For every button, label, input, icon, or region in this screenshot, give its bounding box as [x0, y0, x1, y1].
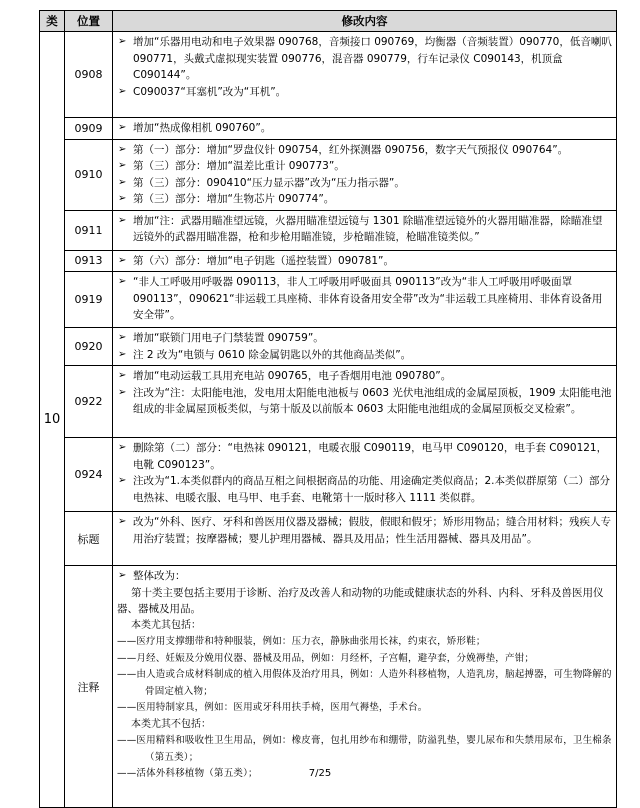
table-row	[40, 328, 617, 366]
position-cell: 0920	[65, 328, 113, 366]
table-row	[40, 512, 617, 566]
content-cell	[113, 250, 617, 272]
note-include-item: ——医疗用支撑绷带和特种服装，例如：压力衣，静脉曲张用长袜，约束衣，矫形鞋；	[117, 636, 486, 647]
bullet-arrow-icon: ➢	[118, 348, 127, 360]
header-class: 类	[40, 11, 65, 32]
list-item: ➢ “非人工呼吸用呼吸器 090113，非人工呼吸用呼吸面具 090113”改为“非人工呼吸用呼吸面罩 090113”，090621“非运载工具座椅、非体育设备用安全带”改为“非运载工具座椅用、非体育设备用安全带”。	[118, 276, 603, 321]
bullet-arrow-icon: ➢	[118, 36, 127, 47]
content-cell	[113, 272, 617, 328]
table-row	[40, 139, 617, 210]
note-include-heading: 本类尤其包括：	[131, 619, 201, 631]
bullet-arrow-icon: ➢	[118, 254, 127, 266]
list-item: ➢ C090037“耳塞机”改为“耳机”。	[117, 84, 612, 101]
position-cell: 0913	[65, 250, 113, 272]
content-cell	[113, 366, 617, 438]
position-cell: 0909	[65, 118, 113, 140]
content-cell	[113, 438, 617, 512]
list-item: ➢ 增加“注：武器用瞄准望远镜，火器用瞄准望远镜与 1301 除瞄准望远镜外的火器用瞄准器，除瞄准望远镜外的武器用瞄准器，枪和步枪用瞄准镜，步枪瞄准镜，枪瞄准镜类似。”	[118, 214, 603, 243]
table-row	[40, 32, 617, 118]
content-cell	[113, 210, 617, 250]
revision-table	[39, 10, 617, 808]
table-header-row	[40, 11, 617, 32]
bullet-arrow-icon: ➢	[118, 160, 127, 171]
list-item: ➢ 改为“外科、医疗、牙科和兽医用仪器及器械；假肢，假眼和假牙；矫形用物品；缝合用材料；残疾人专用治疗装置；按摩器械；婴儿护理用器械、器具及用品；性生活用器械、器具及用品”。	[118, 516, 611, 545]
bullet-arrow-icon: ➢	[118, 143, 127, 155]
bullet-arrow-icon: ➢	[118, 442, 127, 453]
note-include-item: ——由人造或合成材料制成的植入用假体及治疗用具，例如：人造外科移植物，人造乳房，脑起搏器，可生物降解的骨固定植入物；	[117, 669, 612, 697]
position-cell: 0908	[65, 32, 113, 118]
content-cell	[113, 118, 617, 140]
bullet-arrow-icon: ➢	[118, 516, 127, 527]
bullet-arrow-icon: ➢	[118, 370, 127, 381]
note-exclude-item: ——医用精料和吸收性卫生用品，例如：橡皮膏，包扎用纱布和绷带，防溢乳垫，婴儿尿布和失禁用尿布，卫生棉条（第五类）；	[117, 735, 612, 763]
content-cell	[113, 328, 617, 366]
list-item: ➢ 整体改为：	[117, 568, 612, 585]
list-item: ➢ 注改为“1.本类似群内的商品互相之间根据商品的功能、用途确定类似商品；2.本类似群原第（二）部分电热袜、电暖衣服、电马甲、电手套、电靴第十一版时移入 1111 类似群。	[118, 475, 610, 504]
list-item: ➢ 增加“热成像相机 090760”。	[117, 120, 612, 137]
class-number: 10	[40, 32, 65, 808]
list-item: ➢ 删除第（二）部分：“电热袜 090121，电暖衣服 C090119，电马甲 C090120，电手套 C090121，电靴 C090123”。	[118, 442, 608, 471]
bullet-arrow-icon: ➢	[118, 332, 127, 343]
bullet-arrow-icon: ➢	[118, 176, 127, 188]
bullet-arrow-icon: ➢	[118, 570, 127, 581]
list-item: ➢ 第（一）部分：增加“罗盘仪针 090754，红外探测器 090756，数字天气预报仪 090764”。	[117, 142, 612, 159]
position-cell: 0911	[65, 210, 113, 250]
content-cell	[113, 139, 617, 210]
header-position: 位置	[65, 11, 113, 32]
position-cell: 0924	[65, 438, 113, 512]
note-include-item: ——医用特制家具，例如：医用或牙科用扶手椅，医用气褥垫，手术台。	[117, 702, 428, 713]
bullet-arrow-icon: ➢	[118, 475, 127, 486]
content-cell	[113, 32, 617, 118]
bullet-arrow-icon: ➢	[118, 85, 127, 97]
table-row	[40, 118, 617, 140]
list-item: ➢ 第（六）部分：增加“电子钥匙（遥控装置）090781”。	[117, 253, 612, 270]
bullet-arrow-icon: ➢	[118, 386, 127, 398]
bullet-arrow-icon: ➢	[118, 276, 127, 287]
position-cell: 标题	[65, 512, 113, 566]
list-item: ➢ 第（三）部分：增加“生物芯片 090774”。	[117, 191, 612, 208]
note-exclude-heading: 本类尤其不包括：	[131, 718, 211, 730]
content-cell	[113, 512, 617, 566]
list-item: ➢ 增加“电动运载工具用充电站 090765，电子香烟用电池 090780”。	[117, 368, 612, 385]
table-row	[40, 250, 617, 272]
bullet-arrow-icon: ➢	[118, 214, 127, 226]
header-content: 修改内容	[113, 11, 617, 32]
position-cell: 0919	[65, 272, 113, 328]
position-cell: 0910	[65, 139, 113, 210]
list-item: ➢ 增加“联锁门用电子门禁装置 090759”。	[117, 330, 612, 347]
position-cell: 0922	[65, 366, 113, 438]
list-item: ➢ 第（三）部分：增加“温差比重计 090773”。	[117, 158, 612, 175]
page-number: 7/25	[308, 768, 332, 779]
position-cell: 注释	[65, 566, 113, 808]
bullet-arrow-icon: ➢	[118, 193, 127, 204]
table-row	[40, 438, 617, 512]
note-include-item: ——月经、妊娠及分娩用仪器、器械及用品，例如：月经杯，子宫帽，避孕套，分娩褥垫，产钳；	[117, 652, 535, 664]
table-row	[40, 272, 617, 328]
list-item: ➢ 注改为“注：太阳能电池，发电用太阳能电池板与 0603 光伏电池组成的金属屋顶板，1909 太阳能电池组成的非金属屋顶板类似，与第十版及以前版本 0603 太阳能电池组成的金属屋顶板交叉检索”。	[118, 386, 612, 415]
list-item: ➢ 注 2 改为“电锁与 0610 除金属钥匙以外的其他商品类似”。	[117, 347, 612, 364]
table-row	[40, 366, 617, 438]
note-intro: 第十类主要包括主要用于诊断、治疗及改善人和动物的功能或健康状态的外科、内科、牙科及兽医用仪器、器械及用品。	[117, 586, 604, 615]
bullet-arrow-icon: ➢	[118, 122, 127, 133]
note-exclude-item: ——活体外科移植物（第五类）；	[117, 768, 258, 779]
table-row	[40, 210, 617, 250]
list-item: ➢ 增加“乐器用电动和电子效果器 090768，音频接口 090769，均衡器（音频装置）090770，低音喇叭 090771，头戴式虚拟现实装置 090776，混音器 090779，行车记录仪 C090143，机顶盒 C090144”。	[118, 36, 612, 81]
list-item: ➢ 第（三）部分：090410“压力显示器”改为“压力指示器”。	[117, 175, 612, 192]
